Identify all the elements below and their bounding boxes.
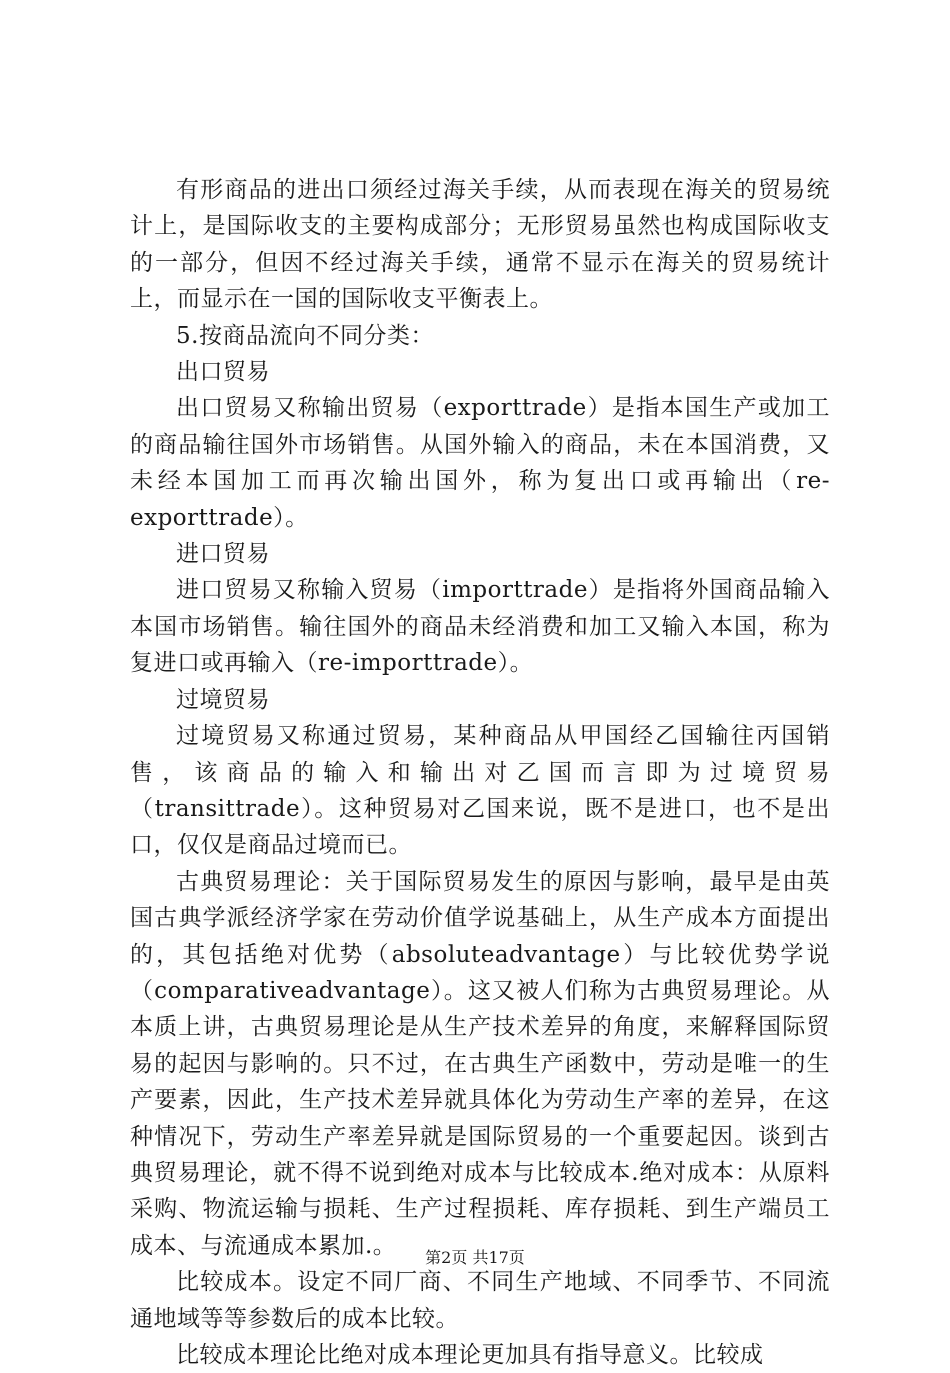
paragraph-visible-trade-statistics: 有形商品的进出口须经过海关手续，从而表现在海关的贸易统计上，是国际收支的主要构成部分；无形贸易虽然也构成国际收支的一部分，但因不经过海关手续，通常不显示在海关的贸易统计上，而显示在一国的国际收支平衡表上。	[130, 177, 830, 313]
paragraph-export-trade: 出口贸易又称输出贸易（exporttrade）是指本国生产或加工的商品输往国外市场销售。从国外输入的商品，未在本国消费，又未经本国加工而再次输出国外，称为复出口或再输出（re-exporttrade）。	[130, 395, 830, 531]
heading-import-trade: 进口贸易	[176, 541, 270, 568]
heading-transit-trade: 过境贸易	[176, 686, 270, 713]
paragraph-transit-trade: 过境贸易又称通过贸易，某种商品从甲国经乙国输往丙国销售，该商品的输入和输出对乙国而言即为过境贸易（transittrade）。这种贸易对乙国来说，既不是进口，也不是出口，仅仅是商品过境而已。	[130, 723, 830, 859]
paragraph-comparative-cost: 比较成本。设定不同厂商、不同生产地域、不同季节、不同流通地域等等参数后的成本比较。	[130, 1269, 830, 1332]
heading-export-trade: 出口贸易	[176, 359, 270, 386]
paragraph-import-trade: 进口贸易又称输入贸易（importtrade）是指将外国商品输入本国市场销售。输往国外的商品未经消费和加工又输入本国，称为复进口或再输入（re-importtrade）。	[130, 577, 830, 677]
paragraph-classical-trade-theory: 古典贸易理论：关于国际贸易发生的原因与影响，最早是由英国古典学派经济学家在劳动价值学说基础上，从生产成本方面提出的，其包括绝对优势（absoluteadvantage）与比较优势学说（comparativeadvantage）。这又被人们称为古典贸易理论。从本质上讲，古典贸易理论是从生产技术差异的角度，来解释国际贸易的起因与影响的。只不过，在古典生产函数中，劳动是唯一的生产要素，因此，生产技术差异就具体化为劳动生产率的差异，在这种情况下，劳动生产率差异就是国际贸易的一个重要起因。谈到古典贸易理论，就不得不说到绝对成本与比较成本.绝对成本：从原料采购、物流运输与损耗、生产过程损耗、库存损耗、到生产端员工成本、与流通成本累加.。	[130, 868, 830, 1259]
page-number-footer: 第2页 共17页	[425, 1248, 525, 1267]
heading-classification-by-flow: 5.按商品流向不同分类：	[176, 322, 434, 349]
document-body	[130, 172, 830, 1373]
paragraph-comparative-cost-theory: 比较成本理论比绝对成本理论更加具有指导意义。比较成	[176, 1342, 764, 1368]
